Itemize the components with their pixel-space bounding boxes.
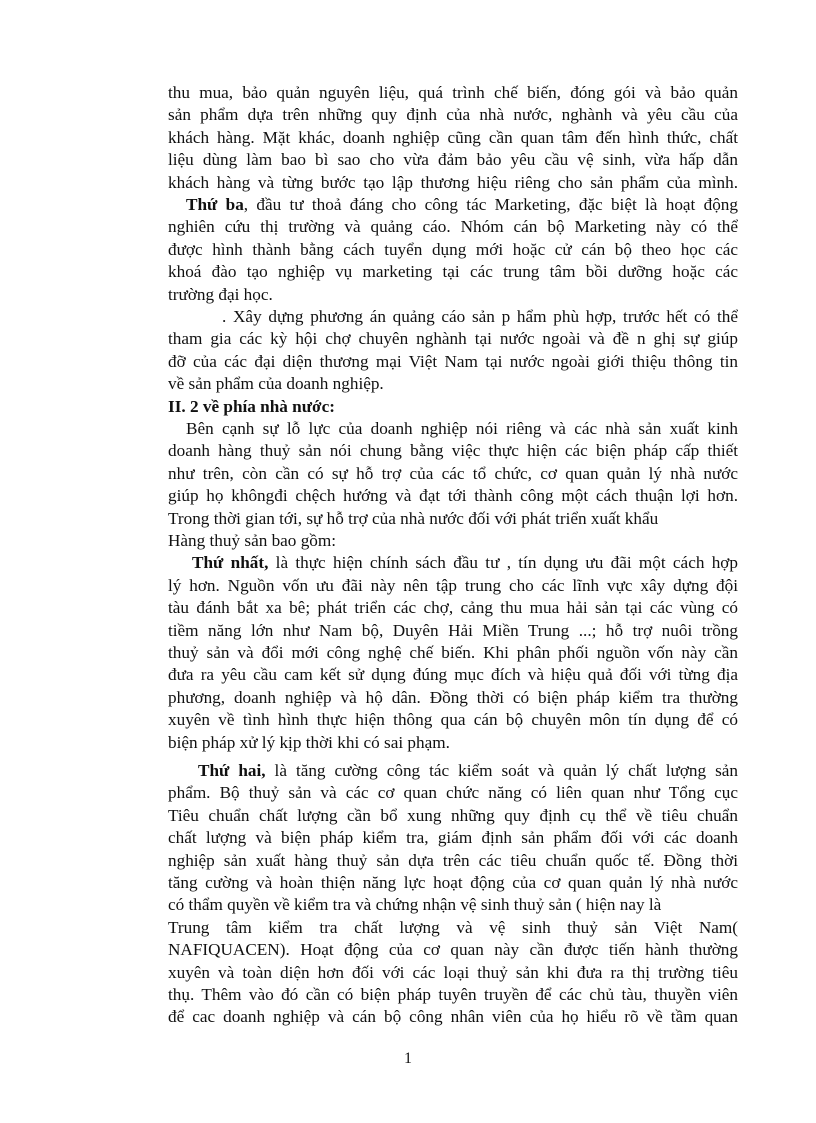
text-line — [168, 709, 738, 731]
line-text: nghiên cứu thị trường và quảng cáo. Nhóm cán bộ Marketing này có thể — [168, 217, 738, 237]
line-text: giúp họ khôngđi chệch hướng và đạt tới thành công một cách thuận lợi hơn. — [168, 486, 738, 506]
text-line — [168, 805, 738, 827]
line-text: phẩm. Bộ thuỷ sản và các cơ quan chức năng có liên quan như Tổng cục — [168, 783, 738, 803]
text-line — [168, 261, 738, 283]
line-text: trường đại học. — [168, 284, 273, 304]
text-line — [168, 687, 738, 709]
text-line — [168, 782, 738, 804]
line-text: có thẩm quyền về kiểm tra và chứng nhận vệ sinh thuỷ sản ( hiện nay là — [168, 895, 662, 915]
bold-lead: Thứ hai, — [198, 761, 266, 780]
line-text: tàu đánh bắt xa bê; phát triển các chợ, cảng thu mua hải sản tại các vùng có — [168, 598, 738, 618]
text-line — [168, 984, 738, 1006]
text-line — [168, 620, 738, 642]
text-line — [168, 284, 738, 306]
line-text: NAFIQUACEN). Hoạt động của cơ quan này cần được tiến hành thường — [168, 940, 738, 960]
text-line — [168, 149, 738, 171]
text-line — [168, 172, 738, 194]
line-text: là thực hiện chính sách đầu tư , tín dụng ưu đãi một cách hợp — [268, 553, 738, 573]
line-text: xuyên về tình hình thực hiện thông qua cán bộ chuyên môn tín dụng để có — [168, 710, 738, 730]
text-line — [192, 552, 738, 574]
line-text: Trong thời gian tới, sự hỗ trợ của nhà nước đối với phát triển xuất khẩu — [168, 508, 659, 528]
text-line — [168, 216, 738, 238]
text-line — [168, 939, 738, 961]
line-text: để cac doanh nghiệp và cán bộ công nhân viên của họ hiểu rõ về tầm quan — [168, 1007, 738, 1027]
text-line — [168, 463, 738, 485]
text-line — [168, 597, 738, 619]
bold-lead: II. 2 về phía nhà nước: — [168, 396, 335, 416]
line-text: khách hàng. Mặt khác, doanh nghiệp cũng cần quan tâm đến hình thức, chất — [168, 127, 738, 147]
text-line — [168, 508, 738, 530]
text-line — [168, 827, 738, 849]
text-line — [168, 351, 738, 373]
line-text: chất lượng và biện pháp kiểm tra, giám định sản phẩm đối với các doanh — [168, 828, 738, 848]
line-text: biện pháp xử lý kịp thời khi có sai phạm. — [168, 732, 450, 752]
line-text: là tăng cường công tác kiểm soát và quản lý chất lượng sản — [265, 761, 739, 780]
line-text: phương, doanh nghiệp và hộ dân. Đồng thời có biện pháp kiểm tra thường — [168, 687, 738, 707]
line-text: tham gia các kỳ hội chợ chuyên nghành tại nước ngoài và đề n ghị sự giúp — [168, 329, 738, 349]
line-text: xuyên và toàn diện hơn đối với các loại thuỷ sản khi đưa ra thị trường tiêu — [168, 962, 738, 982]
text-line — [168, 328, 738, 350]
line-text: tiềm năng lớn như Nam bộ, Duyên Hải Miền Trung ...; hỗ trợ nuôi trồng — [168, 620, 738, 640]
text-line — [168, 373, 738, 395]
text-line — [168, 642, 738, 664]
line-text: về sản phẩm của doanh nghiệp. — [168, 374, 384, 394]
bold-lead: Thứ nhất, — [192, 553, 269, 573]
line-text: thuỷ sản và đổi mới công nghệ chế biến. Khi phân phối nguồn vốn này cần — [168, 643, 738, 662]
line-text: . Xây dựng phương án quảng cáo sản p hẩm phù hợp, trước hết có thể — [222, 307, 738, 326]
text-line — [168, 664, 738, 686]
text-line — [168, 104, 738, 126]
line-text: như trên, còn cần có sự hỗ trợ của các tổ chức, cơ quan quản lý nhà nước — [168, 463, 738, 483]
bold-lead: Thứ ba — [186, 195, 244, 214]
text-line — [222, 306, 738, 328]
text-line — [168, 82, 738, 104]
text-line — [186, 418, 738, 440]
line-text: Tiêu chuẩn chất lượng cần bổ xung những quy định cụ thể về tiêu chuẩn — [168, 805, 738, 825]
line-text: thu mua, bảo quản nguyên liệu, quá trình chế biến, đóng gói và bảo quản — [168, 83, 738, 102]
line-text: được hình thành bằng cách tuyển dụng mới hoặc cử cán bộ theo học các — [168, 239, 738, 259]
line-text: lý hơn. Nguồn vốn ưu đãi này nên tập trung cho các lĩnh vực xây dựng đội — [168, 575, 738, 595]
line-text: Trung tâm kiểm tra chất lượng và vệ sinh thuỷ sản Việt Nam( — [168, 917, 738, 937]
text-line — [168, 575, 738, 597]
line-text: , đầu tư thoả đáng cho công tác Marketing, đặc biệt là hoạt động — [243, 195, 738, 214]
line-text: doanh hàng thuỷ sản nói chung bằng việc thực hiện các biện pháp cấp thiết — [168, 441, 738, 461]
text-line — [168, 872, 738, 894]
text-line — [168, 396, 738, 418]
line-text: khoá đào tạo nghiệp vụ marketing tại các trung tâm bồi dưỡng hoặc các — [168, 262, 738, 282]
text-line — [168, 485, 738, 507]
line-text: Bên cạnh sự lỗ lực của doanh nghiệp nói riêng và các nhà sản xuất kinh — [186, 419, 738, 438]
text-line — [168, 1006, 738, 1028]
line-text: khách hàng và từng bước tạo lập thương hiệu riêng cho sản phẩm của mình. — [168, 172, 738, 192]
text-line — [168, 440, 738, 462]
text-line — [168, 530, 738, 552]
text-line — [168, 732, 738, 754]
line-text: nghiệp sản xuất hàng thuỷ sản dựa trên các tiêu chuẩn quốc tế. Đồng thời — [168, 850, 738, 870]
line-text: thụ. Thêm vào đó cần có biện pháp tuyên truyền để các chủ tàu, thuyền viên — [168, 985, 738, 1004]
line-text: liệu dùng làm bao bì sao cho vừa đảm bảo yêu cầu vệ sinh, vừa hấp dẫn — [168, 150, 738, 170]
line-text: đưa ra yêu cầu cam kết sử dụng đúng mục đích và hiệu quả đối với từng địa — [168, 665, 738, 685]
text-line — [168, 894, 738, 916]
text-line — [198, 760, 738, 782]
line-text: Hàng thuỷ sản bao gồm: — [168, 531, 337, 550]
page-number: 1 — [404, 1050, 412, 1067]
text-line — [186, 194, 738, 216]
text-line — [168, 239, 738, 261]
text-line — [168, 850, 738, 872]
line-text: sản phẩm dựa trên những quy định của nhà nước, nghành và yêu cầu của — [168, 105, 738, 125]
line-text: tăng cường và hoàn thiện năng lực hoạt động của cơ quan quản lý nhà nước — [168, 873, 738, 892]
line-text: đỡ của các đại diện thương mại Việt Nam tại nước ngoài giới thiệu thông tin — [168, 351, 738, 371]
text-line — [168, 127, 738, 149]
text-line — [168, 917, 738, 939]
text-line — [168, 962, 738, 984]
